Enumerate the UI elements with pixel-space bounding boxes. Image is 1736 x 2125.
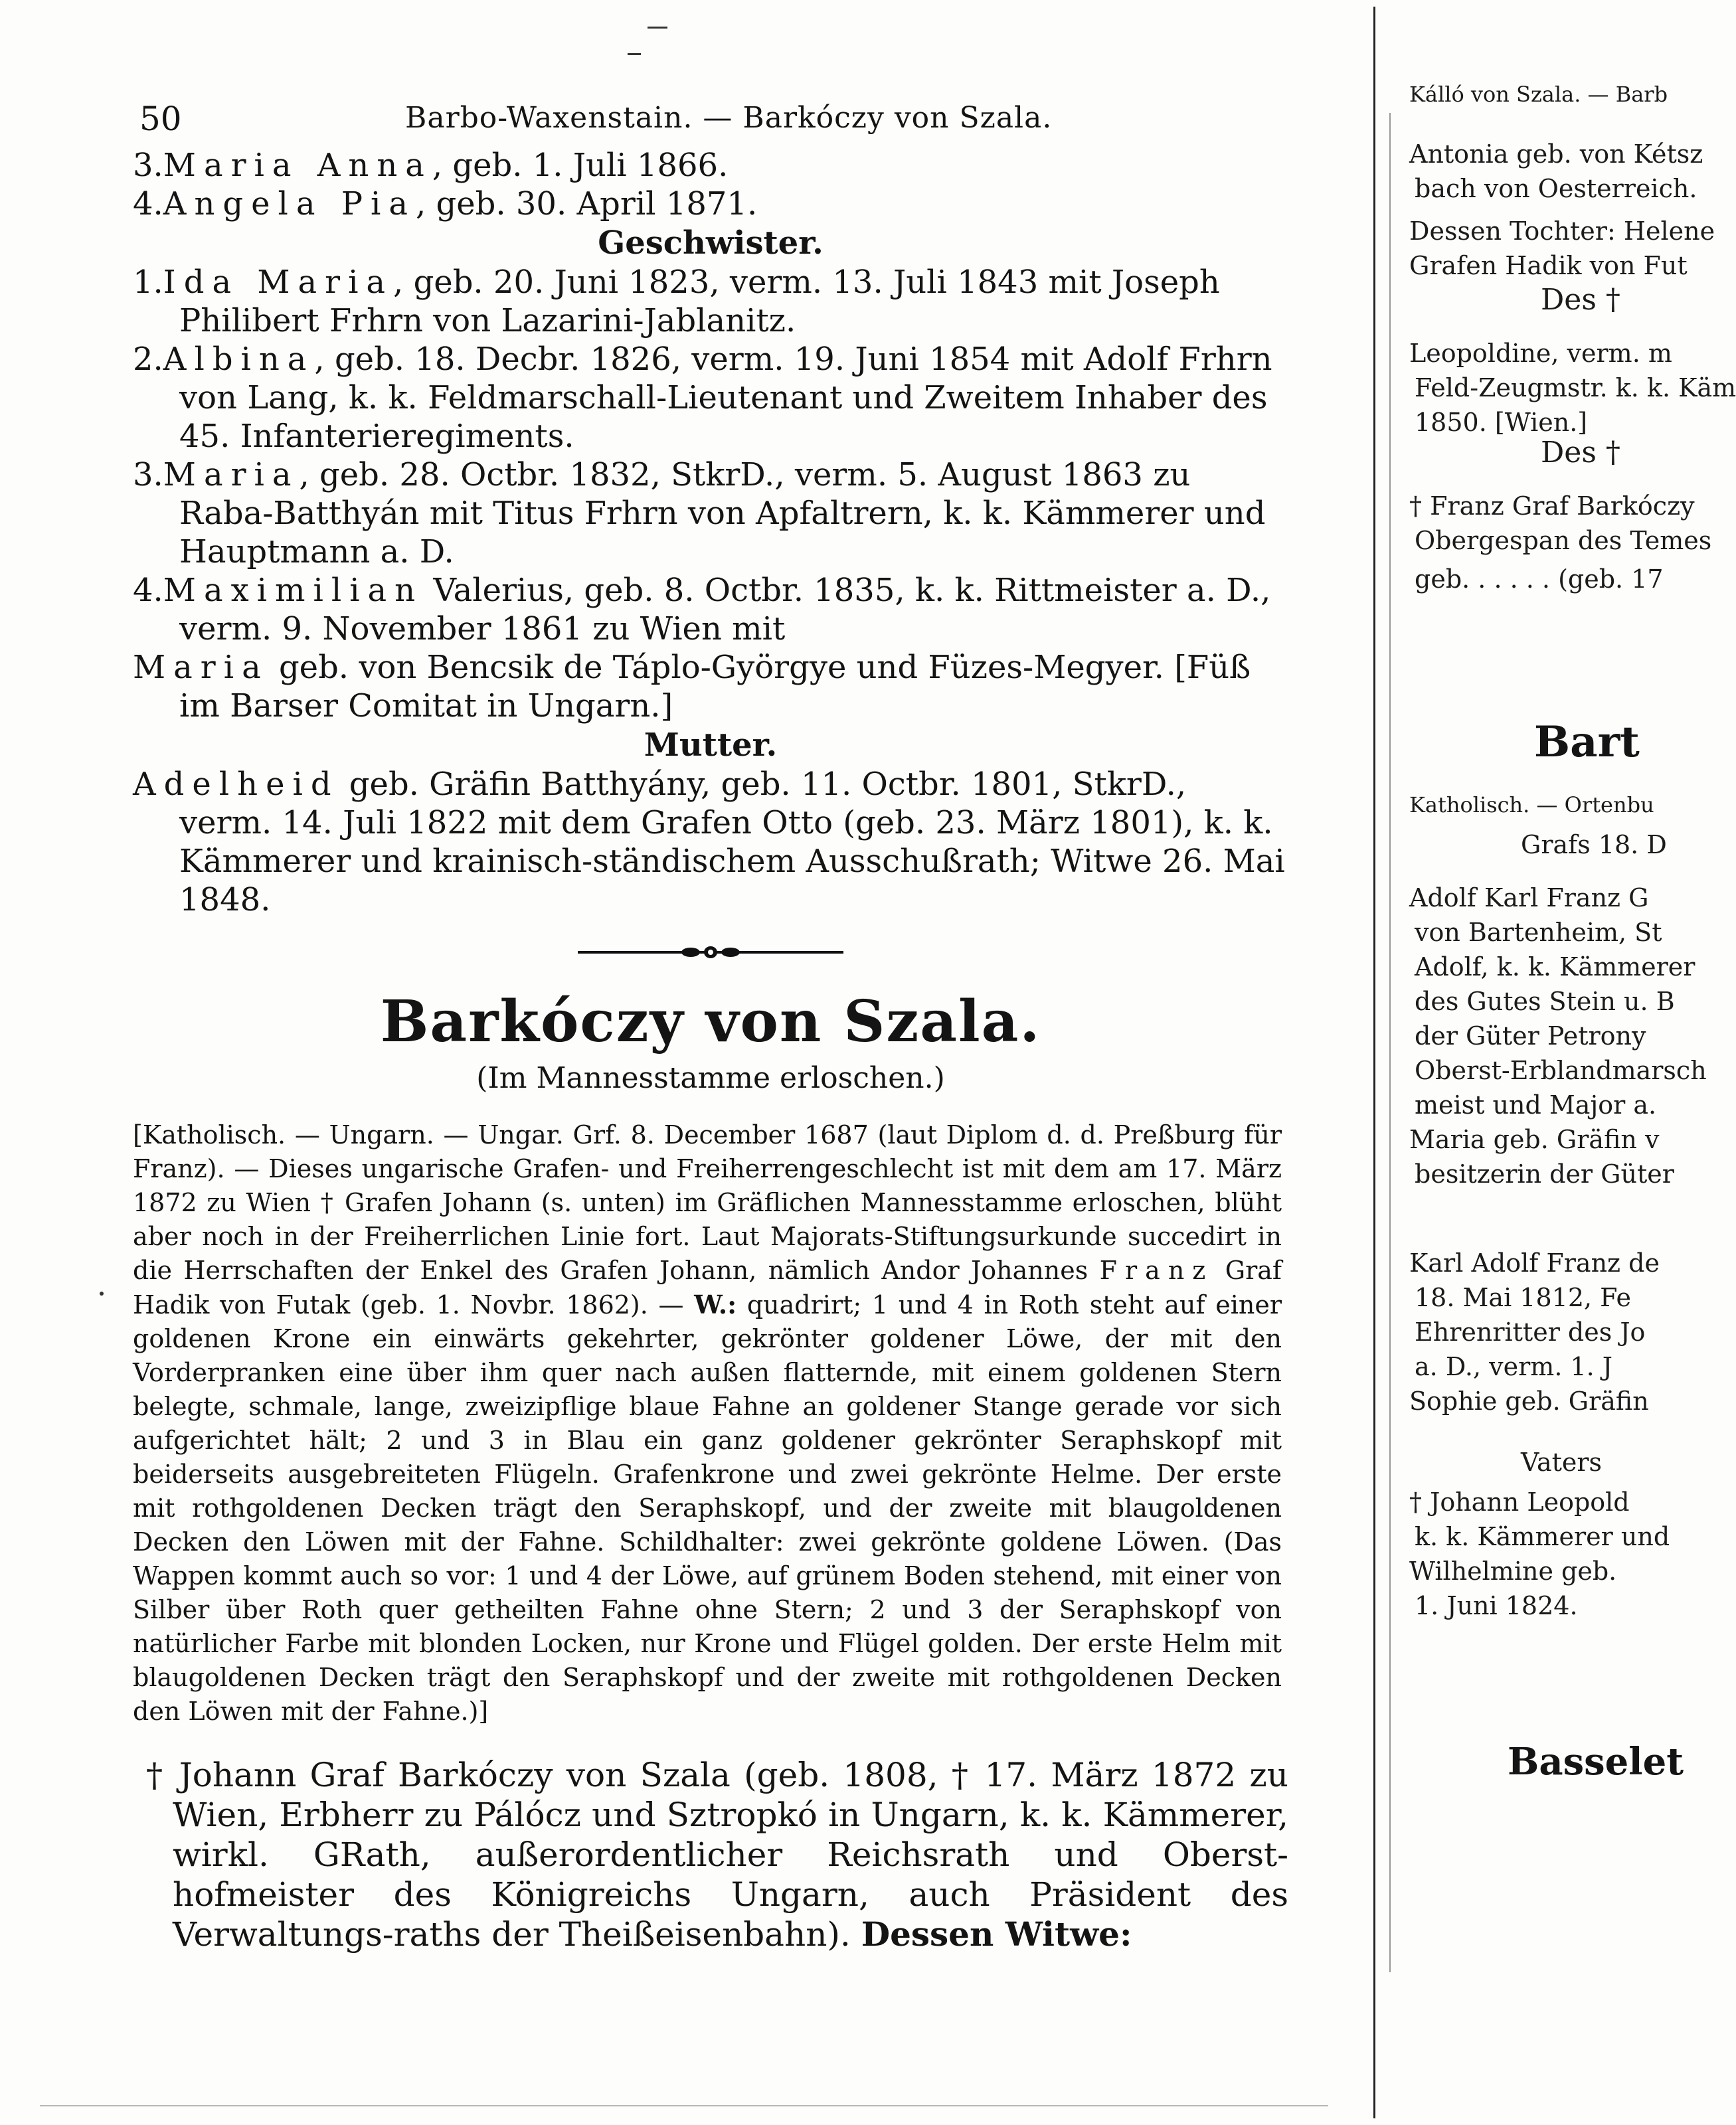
child-entry-3: 3.Maria Anna, geb. 1. Juli 1866.	[133, 147, 729, 184]
side-line: Grafen Hadik von Fut	[1409, 251, 1688, 280]
family-subtitle: (Im Mannesstamme erloschen.)	[476, 1061, 945, 1095]
scan-speck	[100, 1292, 104, 1296]
mother-entry: Adelheid geb. Gräfin Batthyány, geb. 11. Octbr. 1801, StkrD., verm. 14. Juli 1822 mit dem Grafen Otto (geb. 23. März 1801), k. k. Kämmerer und krainisch-ständischem Ausschußrath; Witwe 26. Mai 1848.	[133, 766, 1285, 918]
sibling-entry-2: 2.Albina, geb. 18. Decbr. 1826, verm. 19. Juni 1854 mit Adolf Frhrn von Lang, k. k. Feldmarschall-Lieutenant und Zweitem Inhaber des 45. Infanterieregiments.	[133, 341, 1272, 455]
side-heading: Basselet	[1508, 1740, 1684, 1784]
side-line: Des †	[1541, 436, 1620, 469]
running-title: Barbo-Waxenstain. — Barkóczy von Szala.	[405, 101, 1053, 135]
side-line: Des †	[1541, 283, 1620, 317]
scan-speck	[648, 27, 667, 29]
side-line: 1. Juni 1824.	[1415, 1591, 1578, 1620]
scan-bottom-edge	[40, 2105, 1328, 2106]
side-line: a. D., verm. 1. J	[1415, 1352, 1613, 1381]
mother-heading: Mutter.	[644, 726, 778, 764]
family-title: Barkóczy von Szala.	[380, 988, 1041, 1055]
sibling-entry-4: 4.Maximilian Valerius, geb. 8. Octbr. 1835, k. k. Rittmeister a. D., verm. 9. November 1861 zu Wien mit	[133, 572, 1271, 647]
siblings-heading: Geschwister.	[598, 224, 824, 262]
side-line: bach von Oesterreich.	[1415, 174, 1697, 203]
side-line: Adolf Karl Franz G	[1409, 883, 1649, 912]
side-line: meist und Major a.	[1415, 1090, 1657, 1120]
side-line: des Gutes Stein u. B	[1415, 987, 1675, 1016]
side-line: Dessen Tochter: Helene	[1409, 216, 1715, 246]
side-line: Feld-Zeugmstr. k. k. Käm	[1415, 373, 1736, 402]
side-line: 1850. [Wien.]	[1415, 408, 1588, 437]
child-entry-4: 4.Angela Pia, geb. 30. April 1871.	[133, 185, 758, 222]
sibling-spouse: Maria geb. von Bencsik de Táplo-Györgye und Füzes-Megyer. [Füß im Barser Comitat in Ungarn.]	[133, 649, 1251, 724]
side-line: besitzerin der Güter	[1415, 1159, 1674, 1189]
ornament-rule-icon	[571, 939, 850, 966]
sibling-entry-1: 1.Ida Maria, geb. 20. Juni 1823, verm. 13. Juli 1843 mit Joseph Philibert Frhrn von Lazarini-Jablanitz.	[133, 264, 1220, 339]
side-line: 18. Mai 1812, Fe	[1415, 1283, 1631, 1312]
scan-speck	[628, 53, 641, 55]
page-number: 50	[139, 100, 182, 138]
side-line: Kálló von Szala. — Barb	[1409, 82, 1668, 107]
page-header	[133, 86, 1288, 146]
main-column	[133, 86, 1288, 1988]
side-line: Grafs 18. D	[1521, 830, 1667, 859]
side-line: Vaters	[1521, 1448, 1603, 1477]
side-line: von Bartenheim, St	[1415, 918, 1662, 947]
adjacent-page-fragment	[1375, 0, 1736, 2125]
family-info-block: [Katholisch. — Ungarn. — Ungar. Grf. 8. December 1687 (laut Diplom d. d. Preßburg für Franz). — Dieses ungarische Grafen- und Freiherrengeschlecht ist mit dem am 17. März 1872 zu Wien † Grafen Johann (s. unten) im Gräflichen Mannesstamme erloschen, blüht aber noch in der Freiherrlichen Linie fort. Laut Majorats-Stiftungsurkunde succedirt in die Herrschaften der Enkel des Grafen Johann, nämlich Andor Johannes Franz Graf Hadik von Futak (geb. 1. Novbr. 1862). — W.: quadrirt; 1 und 4 in Roth steht auf einer goldenen Krone ein einwärts gekehrter, gekrönter goldener Löwe, der mit den Vorderpranken eine über ihm quer nach außen flatternde, mit einem goldenen Stern belegte, schmale, lange, zweizipflige blaue Fahne an goldener Stange gerade vor sich aufgerichtet hält; 2 und 3 in Blau ein ganz goldener gekrönter Seraphskopf mit beiderseits ausgebreiteten Flügeln. Grafenkrone und zwei gekrönte Helme. Der erste mit rothgoldenen Decken trägt den Seraphskopf, und der zweite mit blaugoldenen Decken den Löwen mit der Fahne. Schildhalter: zwei gekrönte goldene Löwen. (Das Wappen kommt auch so vor: 1 und 4 der Löwe, auf grünem Boden stehend, mit einer von Silber über Roth quer getheilten Fahne ohne Stern; 2 und 3 der Seraphskopf von natürlicher Farbe mit blonden Locken, nur Krone und Flügel golden. Der erste Helm mit blaugoldenen Decken trägt den Seraphskopf und der zweite mit rothgoldenen Decken den Löwen mit der Fahne.)]	[133, 1120, 1282, 1726]
side-line: Maria geb. Gräfin v	[1409, 1125, 1660, 1154]
side-line: k. k. Kämmerer und	[1415, 1522, 1670, 1551]
sibling-entry-3: 3.Maria, geb. 28. Octbr. 1832, StkrD., verm. 5. August 1863 zu Raba-Batthyán mit Titus Frhrn von Apfaltrern, k. k. Kämmerer und Hauptmann a. D.	[133, 456, 1266, 570]
side-heading: Bart	[1534, 717, 1640, 767]
section-ornament	[133, 939, 1288, 966]
side-line: Ehrenritter des Jo	[1415, 1318, 1646, 1347]
side-line: Leopoldine, verm. m	[1409, 339, 1672, 368]
side-line: Adolf, k. k. Kämmerer	[1415, 952, 1695, 981]
person-entry-johann: † Johann Graf Barkóczy von Szala (geb. 1808, † 17. März 1872 zu Wien, Erbherr zu Pálócz und Sztropkó in Ungarn, k. k. Kämmerer, wirkl. GRath, außerordentlicher Reichsrath und Oberst-hofmeister des Königreichs Ungarn, auch Präsident des Verwaltungs-raths der Theißeisenbahn). Dessen Witwe:	[146, 1756, 1288, 1954]
side-line: Katholisch. — Ortenbu	[1409, 792, 1654, 817]
side-line: † Johann Leopold	[1409, 1488, 1630, 1517]
side-line: Wilhelmine geb.	[1409, 1557, 1617, 1586]
side-line: der Güter Petrony	[1415, 1021, 1646, 1051]
side-line: Antonia geb. von Kétsz	[1409, 139, 1703, 169]
side-line: Oberst-Erblandmarsch	[1415, 1056, 1707, 1085]
side-line: Sophie geb. Gräfin	[1409, 1387, 1649, 1416]
side-line: Obergespan des Temes	[1415, 526, 1712, 555]
side-line: † Franz Graf Barkóczy	[1409, 491, 1695, 521]
side-line: geb. . . . . . (geb. 17	[1415, 564, 1664, 594]
side-line: Karl Adolf Franz de	[1409, 1248, 1660, 1278]
